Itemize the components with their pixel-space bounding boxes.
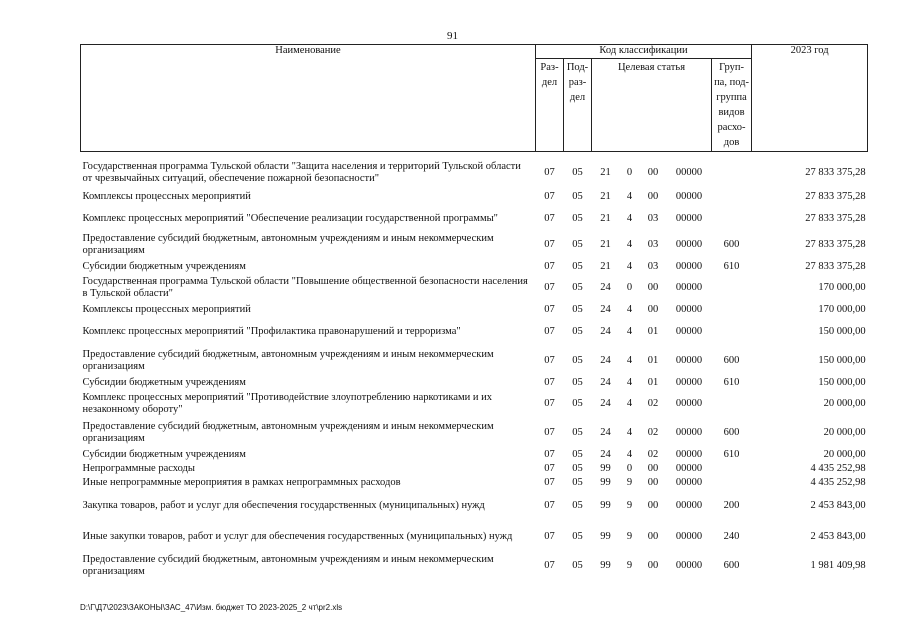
row-target-program: 24 [600, 282, 611, 293]
row-target-type: 4 [626, 191, 633, 202]
row-podrazdel: 05 [572, 560, 583, 571]
row-target-type: 0 [626, 282, 633, 293]
row-expense-group: 200 [723, 500, 740, 511]
row-expense-group: 600 [723, 560, 740, 571]
table-row [81, 302, 868, 318]
row-target-item: 00 [647, 282, 659, 293]
row-target-direction: 00000 [675, 377, 703, 388]
row-target-item: 00 [647, 191, 659, 202]
row-target-type: 9 [626, 477, 633, 488]
row-expense-group [712, 318, 752, 346]
row-podrazdel: 05 [572, 500, 583, 511]
header-code-group: Код классификации [536, 45, 752, 59]
row-amount: 150 000,00 [818, 377, 866, 388]
row-target-program: 21 [600, 213, 611, 224]
row-target-type: 0 [626, 167, 633, 179]
row-target-direction: 00000 [675, 560, 703, 571]
row-target-type: 4 [626, 398, 633, 409]
budget-table [80, 44, 868, 580]
row-amount: 20 000,00 [823, 398, 866, 409]
row-target-item: 01 [647, 326, 659, 337]
header-podrazdel: Под-раз-дел [564, 59, 592, 152]
row-target-item: 00 [647, 304, 659, 315]
row-expense-group [712, 152, 752, 186]
table-row [81, 260, 868, 274]
row-podrazdel: 05 [572, 477, 583, 488]
row-target-type: 4 [626, 213, 633, 224]
row-razdel: 07 [544, 500, 555, 511]
row-name: Предоставление субсидий бюджетным, автономным учреждениям и иным некоммерческим организациям [82, 232, 494, 256]
row-razdel: 07 [544, 560, 555, 571]
row-target-type: 9 [626, 500, 633, 511]
row-expense-group [712, 186, 752, 208]
row-target-item: 02 [647, 398, 659, 409]
row-amount: 27 833 375,28 [805, 239, 866, 250]
row-expense-group: 240 [723, 531, 740, 542]
row-podrazdel: 05 [572, 167, 583, 179]
row-target-direction: 00000 [675, 449, 703, 460]
row-target-program: 24 [600, 377, 611, 388]
row-name: Комплексы процессных мероприятий [82, 303, 251, 315]
row-razdel: 07 [544, 239, 555, 250]
row-expense-group [712, 462, 752, 476]
row-target-direction: 00000 [675, 427, 703, 438]
row-target-direction: 00000 [675, 355, 703, 366]
row-podrazdel: 05 [572, 355, 583, 366]
row-target-item: 00 [647, 167, 659, 179]
row-target-direction: 00000 [675, 398, 703, 409]
row-amount: 2 453 843,00 [810, 531, 866, 542]
row-razdel: 07 [544, 531, 555, 542]
row-target-type: 4 [626, 377, 633, 388]
row-amount: 150 000,00 [818, 326, 866, 337]
row-amount: 27 833 375,28 [805, 191, 866, 202]
header-razdel: Раз-дел [536, 59, 564, 152]
row-target-type: 9 [626, 560, 633, 571]
table-row [81, 552, 868, 580]
row-podrazdel: 05 [572, 463, 583, 474]
table-row [81, 274, 868, 302]
table-row [81, 230, 868, 260]
row-expense-group: 610 [723, 377, 740, 388]
row-target-item: 00 [647, 560, 659, 571]
row-target-program: 99 [600, 463, 611, 474]
row-podrazdel: 05 [572, 427, 583, 438]
row-target-direction: 00000 [675, 531, 703, 542]
table-row [81, 522, 868, 552]
row-razdel: 07 [544, 261, 555, 272]
row-expense-group [712, 302, 752, 318]
row-amount: 20 000,00 [823, 427, 866, 438]
row-podrazdel: 05 [572, 398, 583, 409]
row-target-program: 21 [600, 239, 611, 250]
row-target-direction: 00000 [675, 304, 703, 315]
row-expense-group: 610 [723, 261, 740, 272]
row-target-direction: 00000 [675, 239, 703, 250]
row-razdel: 07 [544, 282, 555, 293]
header-name: Наименование [81, 45, 536, 152]
table-row [81, 418, 868, 448]
row-name: Предоставление субсидий бюджетным, автономным учреждениям и иным некоммерческим организациям [82, 553, 494, 577]
row-target-type: 9 [626, 531, 633, 542]
row-name: Предоставление субсидий бюджетным, автономным учреждениям и иным некоммерческим организациям [82, 420, 494, 444]
row-razdel: 07 [544, 449, 555, 460]
row-amount: 170 000,00 [818, 282, 866, 293]
row-target-item: 00 [647, 463, 659, 474]
row-target-item: 02 [647, 427, 659, 438]
row-razdel: 07 [544, 377, 555, 388]
row-podrazdel: 05 [572, 191, 583, 202]
row-name: Субсидии бюджетным учреждениям [82, 260, 246, 272]
row-target-direction: 00000 [675, 213, 703, 224]
row-name: Комплекс процессных мероприятий "Обеспечение реализации государственной программы" [82, 212, 498, 224]
table-row [81, 448, 868, 462]
row-name: Комплекс процессных мероприятий "Профилактика правонарушений и терроризма" [82, 325, 461, 337]
row-target-program: 21 [600, 167, 611, 179]
row-target-program: 24 [600, 398, 611, 409]
row-target-type: 4 [626, 304, 633, 315]
row-name: Государственная программа Тульской области "Защита населения и территорий Тульской области от чрезвычайных ситуаций, обеспечение пожарной безопасности" [82, 160, 521, 184]
row-razdel: 07 [544, 191, 555, 202]
row-target-item: 01 [647, 377, 659, 388]
row-amount: 20 000,00 [823, 449, 866, 460]
row-name: Иные непрограммные мероприятия в рамках непрограммных расходов [82, 476, 401, 488]
row-razdel: 07 [544, 463, 555, 474]
row-name: Непрограммные расходы [82, 462, 195, 474]
row-target-direction: 00000 [675, 477, 703, 488]
row-target-type: 4 [626, 261, 633, 272]
row-target-program: 24 [600, 449, 611, 460]
row-name: Закупка товаров, работ и услуг для обеспечения государственных (муниципальных) нужд [82, 499, 485, 511]
row-target-program: 24 [600, 427, 611, 438]
row-expense-group: 610 [723, 449, 740, 460]
row-expense-group [712, 208, 752, 230]
row-podrazdel: 05 [572, 213, 583, 224]
row-target-type: 4 [626, 239, 633, 250]
row-target-type: 4 [626, 326, 633, 337]
table-row [81, 318, 868, 346]
row-podrazdel: 05 [572, 261, 583, 272]
table-row [81, 346, 868, 376]
row-target-item: 03 [647, 239, 659, 250]
row-target-program: 99 [600, 500, 611, 511]
row-expense-group [712, 476, 752, 490]
row-target-program: 99 [600, 560, 611, 571]
table-row [81, 462, 868, 476]
row-razdel: 07 [544, 477, 555, 488]
row-expense-group: 600 [723, 239, 740, 250]
row-razdel: 07 [544, 326, 555, 337]
row-razdel: 07 [544, 398, 555, 409]
table-row [81, 476, 868, 490]
row-target-item: 03 [647, 261, 659, 272]
row-razdel: 07 [544, 427, 555, 438]
row-name: Комплексы процессных мероприятий [82, 190, 251, 202]
row-target-program: 99 [600, 531, 611, 542]
row-name: Субсидии бюджетным учреждениям [82, 448, 246, 460]
table-row [81, 186, 868, 208]
row-podrazdel: 05 [572, 531, 583, 542]
header-group: Груп-па, под-группа видов расхо-дов [712, 59, 752, 152]
table-row [81, 390, 868, 418]
row-amount: 4 435 252,98 [810, 477, 866, 488]
row-target-program: 21 [600, 191, 611, 202]
row-name: Иные закупки товаров, работ и услуг для обеспечения государственных (муниципальных) нужд [82, 530, 513, 542]
row-amount: 27 833 375,28 [805, 167, 866, 179]
row-amount: 27 833 375,28 [805, 261, 866, 272]
row-razdel: 07 [544, 304, 555, 315]
row-amount: 1 981 409,98 [810, 560, 866, 571]
row-target-item: 01 [647, 355, 659, 366]
header-target: Целевая статья [592, 59, 712, 152]
row-amount: 4 435 252,98 [810, 463, 866, 474]
row-expense-group [712, 274, 752, 302]
row-expense-group: 600 [723, 355, 740, 366]
row-expense-group: 600 [723, 427, 740, 438]
table-row [81, 208, 868, 230]
row-target-direction: 00000 [675, 326, 703, 337]
row-target-direction: 00000 [675, 463, 703, 474]
row-target-direction: 00000 [675, 167, 703, 179]
row-amount: 27 833 375,28 [805, 213, 866, 224]
row-target-direction: 00000 [675, 500, 703, 511]
table-row [81, 152, 868, 186]
row-target-program: 21 [600, 261, 611, 272]
row-target-program: 24 [600, 304, 611, 315]
row-expense-group [712, 390, 752, 418]
row-razdel: 07 [544, 167, 555, 179]
row-razdel: 07 [544, 355, 555, 366]
row-target-item: 03 [647, 213, 659, 224]
row-target-type: 0 [626, 463, 633, 474]
table-row [81, 376, 868, 390]
page-number: 91 [447, 30, 458, 42]
row-name: Государственная программа Тульской области "Повышение общественной безопасности населения в Тульской области" [82, 275, 528, 299]
row-name: Предоставление субсидий бюджетным, автономным учреждениям и иным некоммерческим организациям [82, 348, 494, 372]
file-path-footer: D:\Г\Д7\2023\ЗАКОНЫ\ЗАС_47\Изм. бюджет ТО 2023-2025_2 чт\pr2.xls [80, 603, 343, 612]
row-amount: 150 000,00 [818, 355, 866, 366]
row-razdel: 07 [544, 213, 555, 224]
row-target-direction: 00000 [675, 261, 703, 272]
table-row [81, 490, 868, 522]
row-target-program: 24 [600, 355, 611, 366]
row-target-item: 00 [647, 531, 659, 542]
row-amount: 2 453 843,00 [810, 500, 866, 511]
row-target-program: 99 [600, 477, 611, 488]
row-target-direction: 00000 [675, 282, 703, 293]
row-target-item: 02 [647, 449, 659, 460]
row-target-type: 4 [626, 427, 633, 438]
row-podrazdel: 05 [572, 377, 583, 388]
row-target-item: 00 [647, 500, 659, 511]
row-podrazdel: 05 [572, 304, 583, 315]
row-name: Комплекс процессных мероприятий "Противодействие злоупотреблению наркотиками и их незаконному обороту" [82, 391, 492, 415]
row-target-program: 24 [600, 326, 611, 337]
row-amount: 170 000,00 [818, 304, 866, 315]
row-podrazdel: 05 [572, 449, 583, 460]
row-target-direction: 00000 [675, 191, 703, 202]
header-year: 2023 год [752, 45, 868, 152]
row-target-type: 4 [626, 355, 633, 366]
row-podrazdel: 05 [572, 282, 583, 293]
row-podrazdel: 05 [572, 326, 583, 337]
row-podrazdel: 05 [572, 239, 583, 250]
row-target-item: 00 [647, 477, 659, 488]
row-name: Субсидии бюджетным учреждениям [82, 376, 246, 388]
row-target-type: 4 [626, 449, 633, 460]
